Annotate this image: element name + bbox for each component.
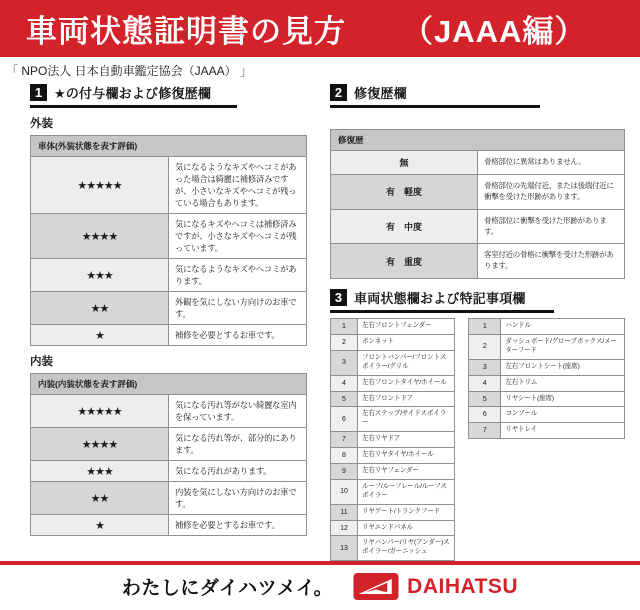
part-row: [469, 359, 625, 375]
star-rating: ★★: [31, 292, 169, 325]
exterior-parts-table: [330, 318, 455, 561]
rating-description: 内装を気にしない方向けのお車です。: [169, 482, 307, 515]
part-number: 3: [331, 350, 358, 375]
part-row: [469, 335, 625, 360]
repair-grade: 有 軽度: [331, 174, 478, 209]
rating-description: 気になる汚れがあります。: [169, 461, 307, 482]
repair-description: 骨格部位に異常はありません。: [478, 151, 625, 175]
part-row: [469, 407, 625, 423]
part-name: 左右フロントフェンダー: [358, 319, 455, 335]
part-name: リヤバンパー/リヤ(アンダー)スポイラー/ガーニッシュ: [358, 536, 455, 561]
part-number: 4: [469, 375, 501, 391]
repair-history-row: [331, 174, 625, 209]
part-row: [331, 335, 455, 351]
repair-history-row: [331, 209, 625, 244]
part-name: リヤシート(座席): [501, 391, 625, 407]
part-name: ルーフ/ルーフレール/ルーフスポイラー: [358, 479, 455, 504]
part-number: 2: [469, 335, 501, 360]
part-number: 7: [469, 423, 501, 439]
repair-description: 骨格部位の先端付近、または後端付近に衝撃を受けた形跡があります。: [478, 174, 625, 209]
daihatsu-logo: [353, 573, 518, 600]
star-rating: ★: [31, 515, 169, 536]
star-rating: ★: [31, 325, 169, 346]
part-number: 1: [469, 319, 501, 335]
part-name: フロントバンパー/フロントスポイラー/グリル: [358, 350, 455, 375]
rating-description: 気になるようなキズやヘコミがあります。: [169, 259, 307, 292]
rating-description: 気になるようなキズやヘコミがあった場合は綺麗に補修済みですが、小さいなキズやヘコミが残っている場合もあります。: [169, 157, 307, 214]
repair-history-row: [331, 244, 625, 279]
star-rating: ★★★★★: [31, 395, 169, 428]
interior-label: 内装: [30, 356, 53, 369]
rating-description: 気になる汚れ等が、部分的にあります。: [169, 428, 307, 461]
part-row: [331, 375, 455, 391]
star-rating: ★★★★★: [31, 157, 169, 214]
exterior-rating-row: [31, 157, 307, 214]
part-row: [331, 448, 455, 464]
exterior-rating-table: [30, 135, 307, 346]
repair-grade: 無: [331, 151, 478, 175]
part-row: [331, 479, 455, 504]
interior-rating-row: [31, 395, 307, 428]
part-number: 1: [331, 319, 358, 335]
section3-title: 車両状態欄および特記事項欄: [354, 291, 526, 307]
section-2-3: [330, 83, 625, 561]
part-number: 12: [331, 520, 358, 536]
interior-rating-row: [31, 482, 307, 515]
part-name: 左右フロントドア: [358, 391, 455, 407]
exterior-table-header: 車体(外装状態を表す評価): [31, 136, 307, 157]
repair-history-row: [331, 151, 625, 175]
part-name: ダッシュボード/グローブボックス/メーターフード: [501, 335, 625, 360]
part-row: [469, 319, 625, 335]
star-rating: ★★: [31, 482, 169, 515]
section-1: [30, 83, 307, 536]
page-header-banner: [0, 0, 640, 57]
interior-parts-table: [468, 318, 625, 439]
repair-history-table: [330, 129, 625, 279]
exterior-rating-row: [31, 292, 307, 325]
exterior-rating-row: [31, 325, 307, 346]
part-row: [469, 423, 625, 439]
repair-table-header: 修復歴: [331, 130, 625, 151]
rating-description: 外観を気にしない方向けのお車です。: [169, 292, 307, 325]
part-number: 10: [331, 479, 358, 504]
part-number: 11: [331, 504, 358, 520]
part-number: 6: [469, 407, 501, 423]
part-row: [331, 319, 455, 335]
content-columns: [0, 81, 640, 561]
part-number: 9: [331, 464, 358, 480]
part-number: 3: [469, 359, 501, 375]
parts-tables: [330, 318, 625, 561]
exterior-rating-row: [31, 214, 307, 259]
repair-grade: 有 重度: [331, 244, 478, 279]
part-row: [469, 375, 625, 391]
part-name: 左右ステップ/サイドスポイラー: [358, 407, 455, 432]
repair-description: 骨格部位に衝撃を受けた形跡があります。: [478, 209, 625, 244]
interior-rating-row: [31, 515, 307, 536]
interior-table-header-row: [31, 374, 307, 395]
interior-rating-row: [31, 461, 307, 482]
part-row: [331, 504, 455, 520]
part-number: 13: [331, 536, 358, 561]
part-name: コンソール: [501, 407, 625, 423]
part-name: 左右フロントシート(座席): [501, 359, 625, 375]
part-row: [331, 520, 455, 536]
repair-grade: 有 中度: [331, 209, 478, 244]
part-number: 7: [331, 432, 358, 448]
part-name: 左右リヤタイヤ/ホイール: [358, 448, 455, 464]
exterior-rating-row: [31, 259, 307, 292]
part-name: 左右リヤフェンダー: [358, 464, 455, 480]
part-name: 左右リヤドア: [358, 432, 455, 448]
star-rating: ★★★: [31, 461, 169, 482]
section2-title: 修復歴欄: [354, 86, 407, 101]
exterior-table-header-row: [31, 136, 307, 157]
footer-brand-row: [0, 565, 640, 610]
repair-description: 客室付近の骨格に衝撃を受けた形跡があります。: [478, 244, 625, 279]
daihatsu-emblem-icon: [353, 573, 399, 600]
part-name: リヤトレイ: [501, 423, 625, 439]
section3-number-badge: 3: [330, 289, 347, 306]
interior-table-header: 内装(内装状態を表す評価): [31, 374, 307, 395]
part-number: 5: [331, 391, 358, 407]
star-rating: ★★★★: [31, 214, 169, 259]
part-number: 8: [331, 448, 358, 464]
part-number: 5: [469, 391, 501, 407]
part-name: ボンネット: [358, 335, 455, 351]
organization-subtitle: 「 NPO法人 日本自動車鑑定協会（JAAA） 」: [6, 64, 253, 78]
section1-number-badge: 1: [30, 84, 47, 101]
part-row: [331, 350, 455, 375]
section1-title: ★の付与欄および修復歴欄: [54, 86, 212, 101]
rating-description: 補修を必要とするお車です。: [169, 325, 307, 346]
part-name: リヤエンドパネル: [358, 520, 455, 536]
section2-number-badge: 2: [330, 84, 347, 101]
page-title: 車両状態証明書の見方: [26, 14, 346, 49]
part-row: [331, 432, 455, 448]
repair-table-header-row: [331, 130, 625, 151]
rating-description: 補修を必要とするお車です。: [169, 515, 307, 536]
part-row: [331, 407, 455, 432]
section3-heading: [330, 288, 554, 313]
part-row: [331, 536, 455, 561]
part-row: [469, 391, 625, 407]
part-number: 4: [331, 375, 358, 391]
part-name: 左右フロントタイヤ/ホイール: [358, 375, 455, 391]
interior-rating-table: [30, 373, 307, 536]
part-row: [331, 391, 455, 407]
star-rating: ★★★: [31, 259, 169, 292]
part-number: 2: [331, 335, 358, 351]
part-name: 左右トリム: [501, 375, 625, 391]
interior-rating-row: [31, 428, 307, 461]
part-name: ハンドル: [501, 319, 625, 335]
part-row: [331, 464, 455, 480]
section1-heading: [30, 83, 237, 108]
rating-description: 気になる汚れ等がない綺麗な室内を保っています。: [169, 395, 307, 428]
part-number: 6: [331, 407, 358, 432]
section2-heading: [330, 83, 540, 108]
star-rating: ★★★★: [31, 428, 169, 461]
rating-description: 気になるキズやヘコミは補修済みですが、小さなキズやヘコミが残っています。: [169, 214, 307, 259]
brand-slogan: わたしにダイハツメイ。: [121, 578, 334, 600]
exterior-label: 外装: [30, 118, 53, 130]
page-footer: [0, 561, 640, 610]
brand-name: DAIHATSU: [407, 574, 519, 598]
page-edition: （JAAA編）: [402, 14, 587, 49]
part-name: リヤゲート/トランクフード: [358, 504, 455, 520]
